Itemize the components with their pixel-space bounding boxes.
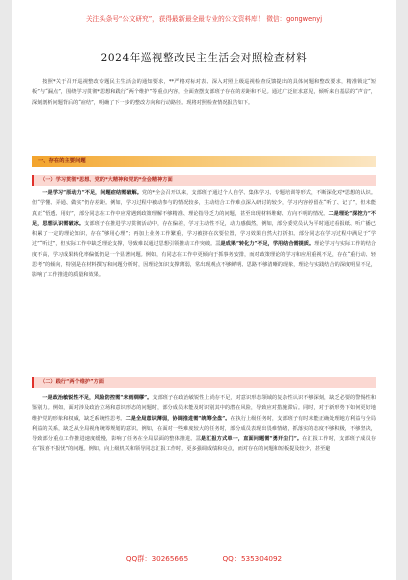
point-text: 支部班子在政治敏锐性上尚存不足，对意识形态领域的复杂性认识不够深刻，缺乏必要的警惕性和鉴别力。例如，面对涉及政治立场和意识形态的问题时，部分成员未能及时识别其中的潜在风险，导致应对措施滞后。同时，对于新形势下如何更好地维护党的形象和权威，缺乏系统性思考。: [32, 395, 376, 422]
point-lead: 一是学习“原动力”不足，问题症结需破解。: [42, 190, 142, 196]
qq-contact: QQ：535304092: [222, 554, 283, 563]
safeguards-paragraph: [32, 393, 376, 543]
point-text: 在执行上级任务时，支部班子有时未能正确处理地方利益与全局利益的关系，缺乏从全局视角统筹规划的意识。例如，在面对一些难度较大的任务时，部分成员表现出畏难情绪，抓落实的态度不够积极，不够坚决，导致部分重点工作推进速度缓慢，影响了任务在全局层面的整体推进。: [32, 415, 376, 443]
contact-footer: [12, 552, 396, 566]
point-lead: 三是成果“转化力”不足，学用结合需提质。: [215, 241, 315, 248]
promo-banner: 关注头条号“公文研究”，获得最新最全最专业的公文资料库！ 微信：gongwenyj: [85, 15, 323, 23]
point-text: 党的*全会召开以来，支部班子通过个人自学、集体学习、专题培训等形式，不断深化对*思想的认识。但“学懂、弄通、做实”仍存差距。例如，学习过程中被动参与的情况较多，主动结合工作难点深入研讨的较少，学习内容停留在“听了、记了”，但未能真正“悟透、用好”，部分同志在工作中应常遇到政策理解不够精准、理论指导乏力的问题，甚至出现材料堆砌、方向不明的情况。: [32, 190, 376, 217]
point-text: 理论学习与实际工作的结合度不高，学习成果转化率偏低仍是一个显著问题。例如，有同志在工作中更倾向于抓事务安排，而对政策理论的学习和应用重视不足，存在“重行动、轻思考”的倾向，特别是在材料撰写和问题分析时，因理论知识支撑薄弱，常出现观点不够鲜明、思路不够清晰的现象，理论与实践结合的深度明显不足，影响了工作推进的质量和效果。: [32, 241, 377, 279]
document-page: [12, 0, 396, 580]
subsection-heading-two-safeguards: （二）践行“两个维护”方面: [32, 377, 376, 388]
document-title: 2024年巡视整改民主生活会对照检查材料: [100, 52, 308, 64]
point-lead: 三是汇报方式单一，直面问题需“勇开尘门”。: [195, 436, 303, 443]
subsection-heading-study: （一）学习贯彻*思想、党的*大精神和党的*全会精神方面: [32, 175, 376, 186]
intro-paragraph: 按照*关于召开巡视整改专题民主生活会的通知要求，**严格对标对表、深入对照上级巡视检查反馈提出的具体问题和整改要求，精准锁定“短板”与“漏点”，围绕学习贯彻*思想和践行“两个维护”等重点内容，全面查摆支部班子存在的差距和不足。通过广泛征求意见，倾听来自基层的“声音”，深刻剖析问题背后的“症结”，明确了下一步的整改方向和行动路径。现将对照检查情况报告如下。: [32, 79, 376, 106]
point-text: 在汇报工作时，支部班子成员存在“报喜不报忧”的问题。例如，向上级机关和领导同志汇报工作时，更多强调成绩和亮点，而对存在的问题和短板提及较少，甚至避: [32, 436, 377, 453]
qq-group: QQ群：30265665: [125, 554, 189, 563]
study-paragraph: [32, 188, 376, 350]
point-lead: 二是全局意识薄弱，协调推进需“统筹全盘”。: [125, 415, 231, 422]
point-text: 支部班子在推进学习贯彻活动中，存在偏差，学习主动性不足，动力感偶然，例如，部分委党员认为平时通过看报纸、听广播已积累了一定的理论知识，存在“够用心理”；再加上业务工作繁重，学习被挤在次要位置，学习效果自然大打折扣。部分同志在学习过程中满足于“学过”“听过”，但实际工作中缺乏理论支撑，导致难以通过思想引领推动工作突破。: [32, 220, 377, 248]
point-lead: 二是理论“深挖力”不足，思想认识需破冰。: [32, 210, 376, 227]
section-heading-problems: 一、存在的主要问题: [32, 156, 376, 167]
point-lead: 一是政治敏锐性不足，风险防控需“未雨绸缪”。: [42, 395, 153, 401]
